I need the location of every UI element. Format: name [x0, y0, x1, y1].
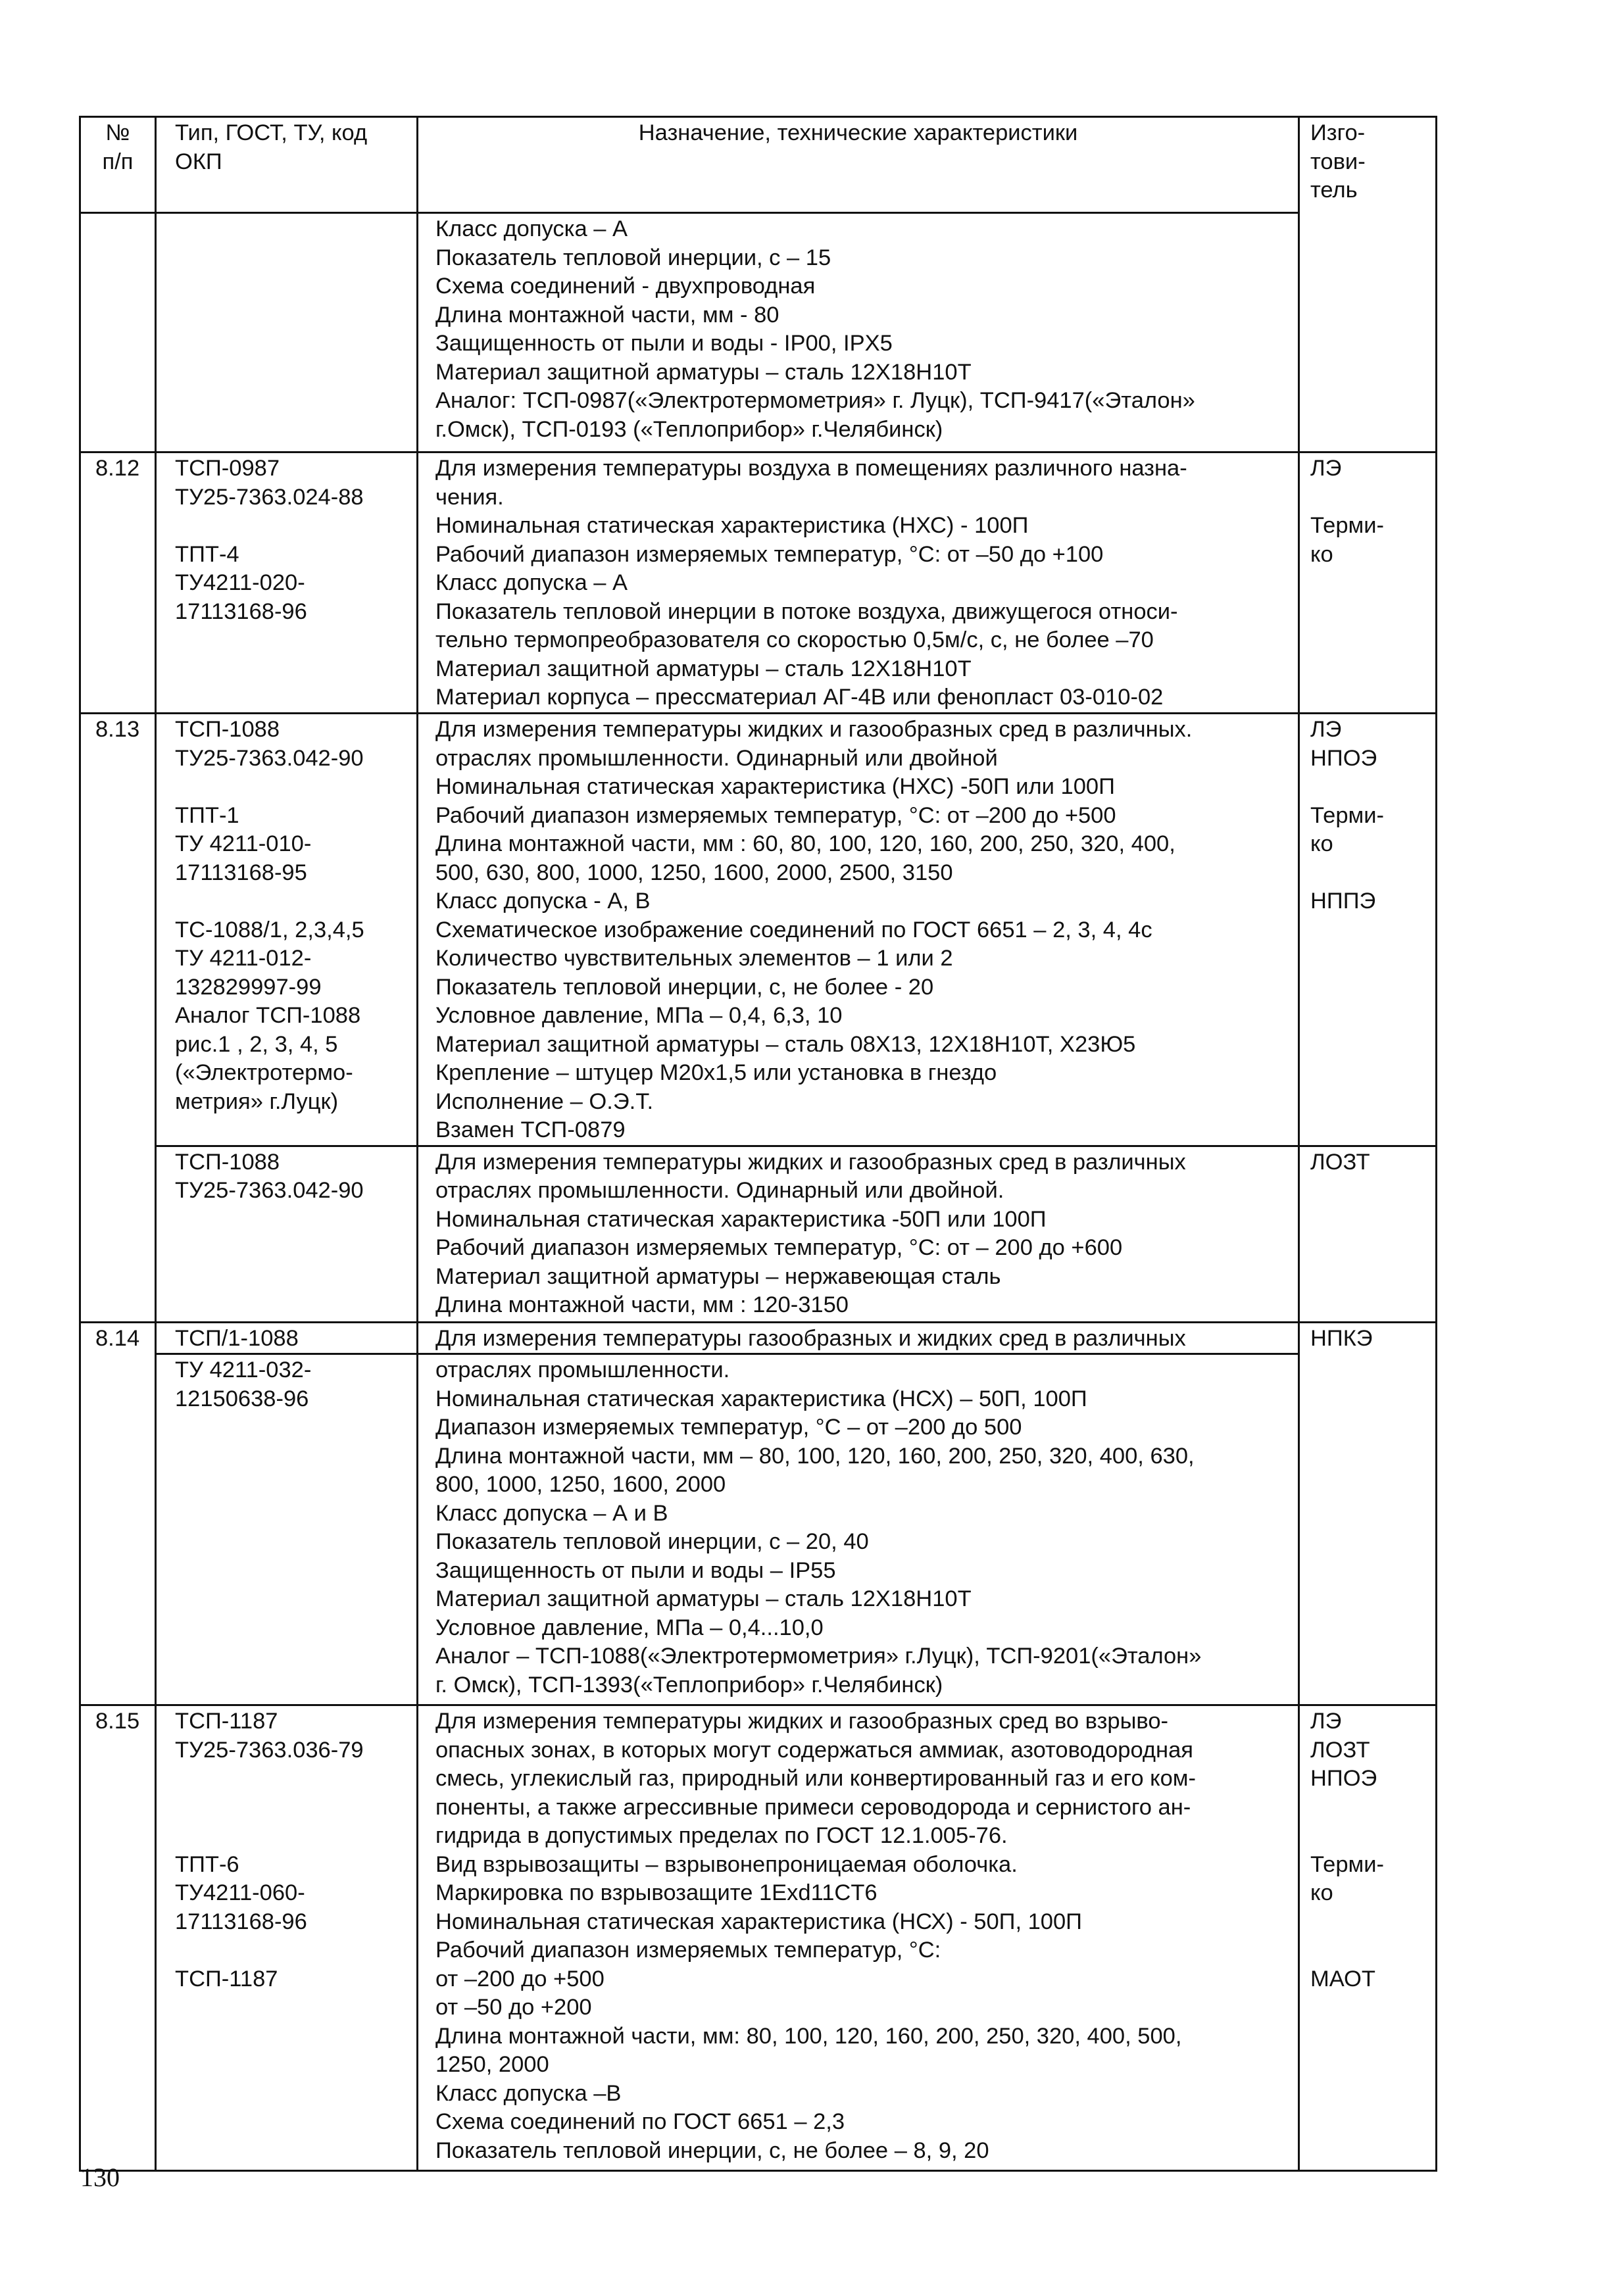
specs-table	[79, 116, 1437, 2172]
row-num	[80, 213, 156, 452]
row-description: Для измерения температуры газообразных и жидких сред в различных	[418, 1322, 1299, 1354]
row-num: 8.13	[80, 714, 156, 1323]
row-description: Для измерения температуры жидких и газообразных сред в различных. отраслях промышленности. Одинарный или двойной Номинальная статическая характеристика (НХС) -50П или 100П Рабочий диапазон измеряемых температур, °С: от –200 до +500 Длина монтажной части, мм : 60, 80, 100, 120, 160, 200, 250, 320, 400, 500, 630, 800, 1000, 1250, 1600, 2000, 2500, 3150 Класс допуска - А, В Схематическое изображение соединений по ГОСТ 6651 – 2, 3, 4, 4с Количество чувствительных элементов – 1 или 2 Показатель тепловой инерции, с, не более - 20 Условное давление, МПа – 0,4, 6,3, 10 Материал защитной арматуры – сталь 08Х13, 12Х18Н10Т, Х23Ю5 Крепление – штуцер М20х1,5 или установка в гнездо Исполнение – О.Э.Т. Взамен ТСП-0879	[418, 714, 1299, 1146]
row-manufacturer: ЛЭ НПОЭ Терми- ко НППЭ	[1299, 714, 1437, 1146]
row-type: ТУ 4211-032- 12150638-96	[156, 1354, 418, 1705]
row-description: отраслях промышленности. Номинальная статическая характеристика (НСХ) – 50П, 100П Диапазон измеряемых температур, °С – от –200 до 500 Длина монтажной части, мм – 80, 100, 120, 160, 200, 250, 320, 400, 630, 800, 1000, 1250, 1600, 2000 Класс допуска – А и В Показатель тепловой инерции, с – 20, 40 Защищенность от пыли и воды – IP55 Материал защитной арматуры – сталь 12Х18Н10Т Условное давление, МПа – 0,4...10,0 Аналог – ТСП-1088(«Электротермометрия» г.Луцк), ТСП-9201(«Эталон» г. Омск), ТСП-1393(«Теплоприбор» г.Челябинск)	[418, 1354, 1299, 1705]
row-description: Класс допуска – А Показатель тепловой инерции, с – 15 Схема соединений - двухпроводная Длина монтажной части, мм - 80 Защищенность от пыли и воды - IP00, IPX5 Материал защитной арматуры – сталь 12Х18Н10Т Аналог: ТСП-0987(«Электротермометрия» г. Луцк), ТСП-9417(«Эталон» г.Омск), ТСП-0193 («Теплоприбор» г.Челябинск)	[418, 213, 1299, 452]
row-description: Для измерения температуры воздуха в помещениях различного назна- чения. Номинальная статическая характеристика (НХС) - 100П Рабочий диапазон измеряемых температур, °С: от –50 до +100 Класс допуска – А Показатель тепловой инерции в потоке воздуха, движущегося относи- тельно термопреобразователя со скоростью 0,5м/с, с, не более –70 Материал защитной арматуры – сталь 12Х18Н10Т Материал корпуса – прессматериал АГ-4В или фенопласт 03-010-02	[418, 452, 1299, 714]
header-num: № п/п	[80, 117, 156, 213]
row-description: Для измерения температуры жидких и газообразных сред в различных отраслях промышленности. Одинарный или двойной. Номинальная статическая характеристика -50П или 100П Рабочий диапазон измеряемых температур, °С: от – 200 до +600 Материал защитной арматуры – нержавеющая сталь Длина монтажной части, мм : 120-3150	[418, 1146, 1299, 1322]
header-description: Назначение, технические характеристики	[418, 117, 1299, 213]
row-manufacturer: ЛЭ ЛОЗТ НПОЭ Терми- ко МАОТ	[1299, 1705, 1437, 2171]
header-type: Тип, ГОСТ, ТУ, код ОКП	[156, 117, 418, 213]
row-type: ТСП-0987 ТУ25-7363.024-88 ТПТ-4 ТУ4211-020- 17113168-96	[156, 452, 418, 714]
table-header-row	[80, 117, 1437, 213]
table-row	[80, 1354, 1437, 1705]
row-type: ТСП-1088 ТУ25-7363.042-90 ТПТ-1 ТУ 4211-010- 17113168-95 ТС-1088/1, 2,3,4,5 ТУ 4211-012- 132829997-99 Аналог ТСП-1088 рис.1 , 2, 3, 4, 5 («Электротермо- метрия» г.Луцк)	[156, 714, 418, 1146]
table-row	[80, 714, 1437, 1146]
row-manufacturer: ЛОЗТ	[1299, 1146, 1437, 1322]
row-description: Для измерения температуры жидких и газообразных сред во взрыво- опасных зонах, в которых могут содержаться аммиак, азотоводородная смесь, углекислый газ, природный или конвертированный газ и его ком- поненты, а также агрессивные примеси сероводорода и сернистого ан- гидрида в допустимых пределах по ГОСТ 12.1.005-76. Вид взрывозащиты – взрывонепроницаемая оболочка. Маркировка по взрывозащите 1Exd11CT6 Номинальная статическая характеристика (НСХ) - 50П, 100П Рабочий диапазон измеряемых температур, °С: от –200 до +500 от –50 до +200 Длина монтажной части, мм: 80, 100, 120, 160, 200, 250, 320, 400, 500, 1250, 2000 Класс допуска –В Схема соединений по ГОСТ 6651 – 2,3 Показатель тепловой инерции, с, не более – 8, 9, 20	[418, 1705, 1299, 2171]
row-type: ТСП-1187 ТУ25-7363.036-79 ТПТ-6 ТУ4211-060- 17113168-96 ТСП-1187	[156, 1705, 418, 2171]
row-type: ТСП/1-1088	[156, 1322, 418, 1354]
row-num: 8.15	[80, 1705, 156, 2171]
row-num: 8.12	[80, 452, 156, 714]
row-type: ТСП-1088 ТУ25-7363.042-90	[156, 1146, 418, 1322]
page-number: 130	[80, 2162, 120, 2192]
row-type	[156, 213, 418, 452]
table-row	[80, 213, 1437, 452]
table-row	[80, 1322, 1437, 1354]
table-row	[80, 452, 1437, 714]
row-num: 8.14	[80, 1322, 156, 1705]
table-row	[80, 1146, 1437, 1322]
header-manufacturer: Изго- тови- тель	[1299, 117, 1437, 452]
row-manufacturer: НПКЭ	[1299, 1322, 1437, 1705]
table-row	[80, 1705, 1437, 2171]
row-manufacturer: ЛЭ Терми- ко	[1299, 452, 1437, 714]
